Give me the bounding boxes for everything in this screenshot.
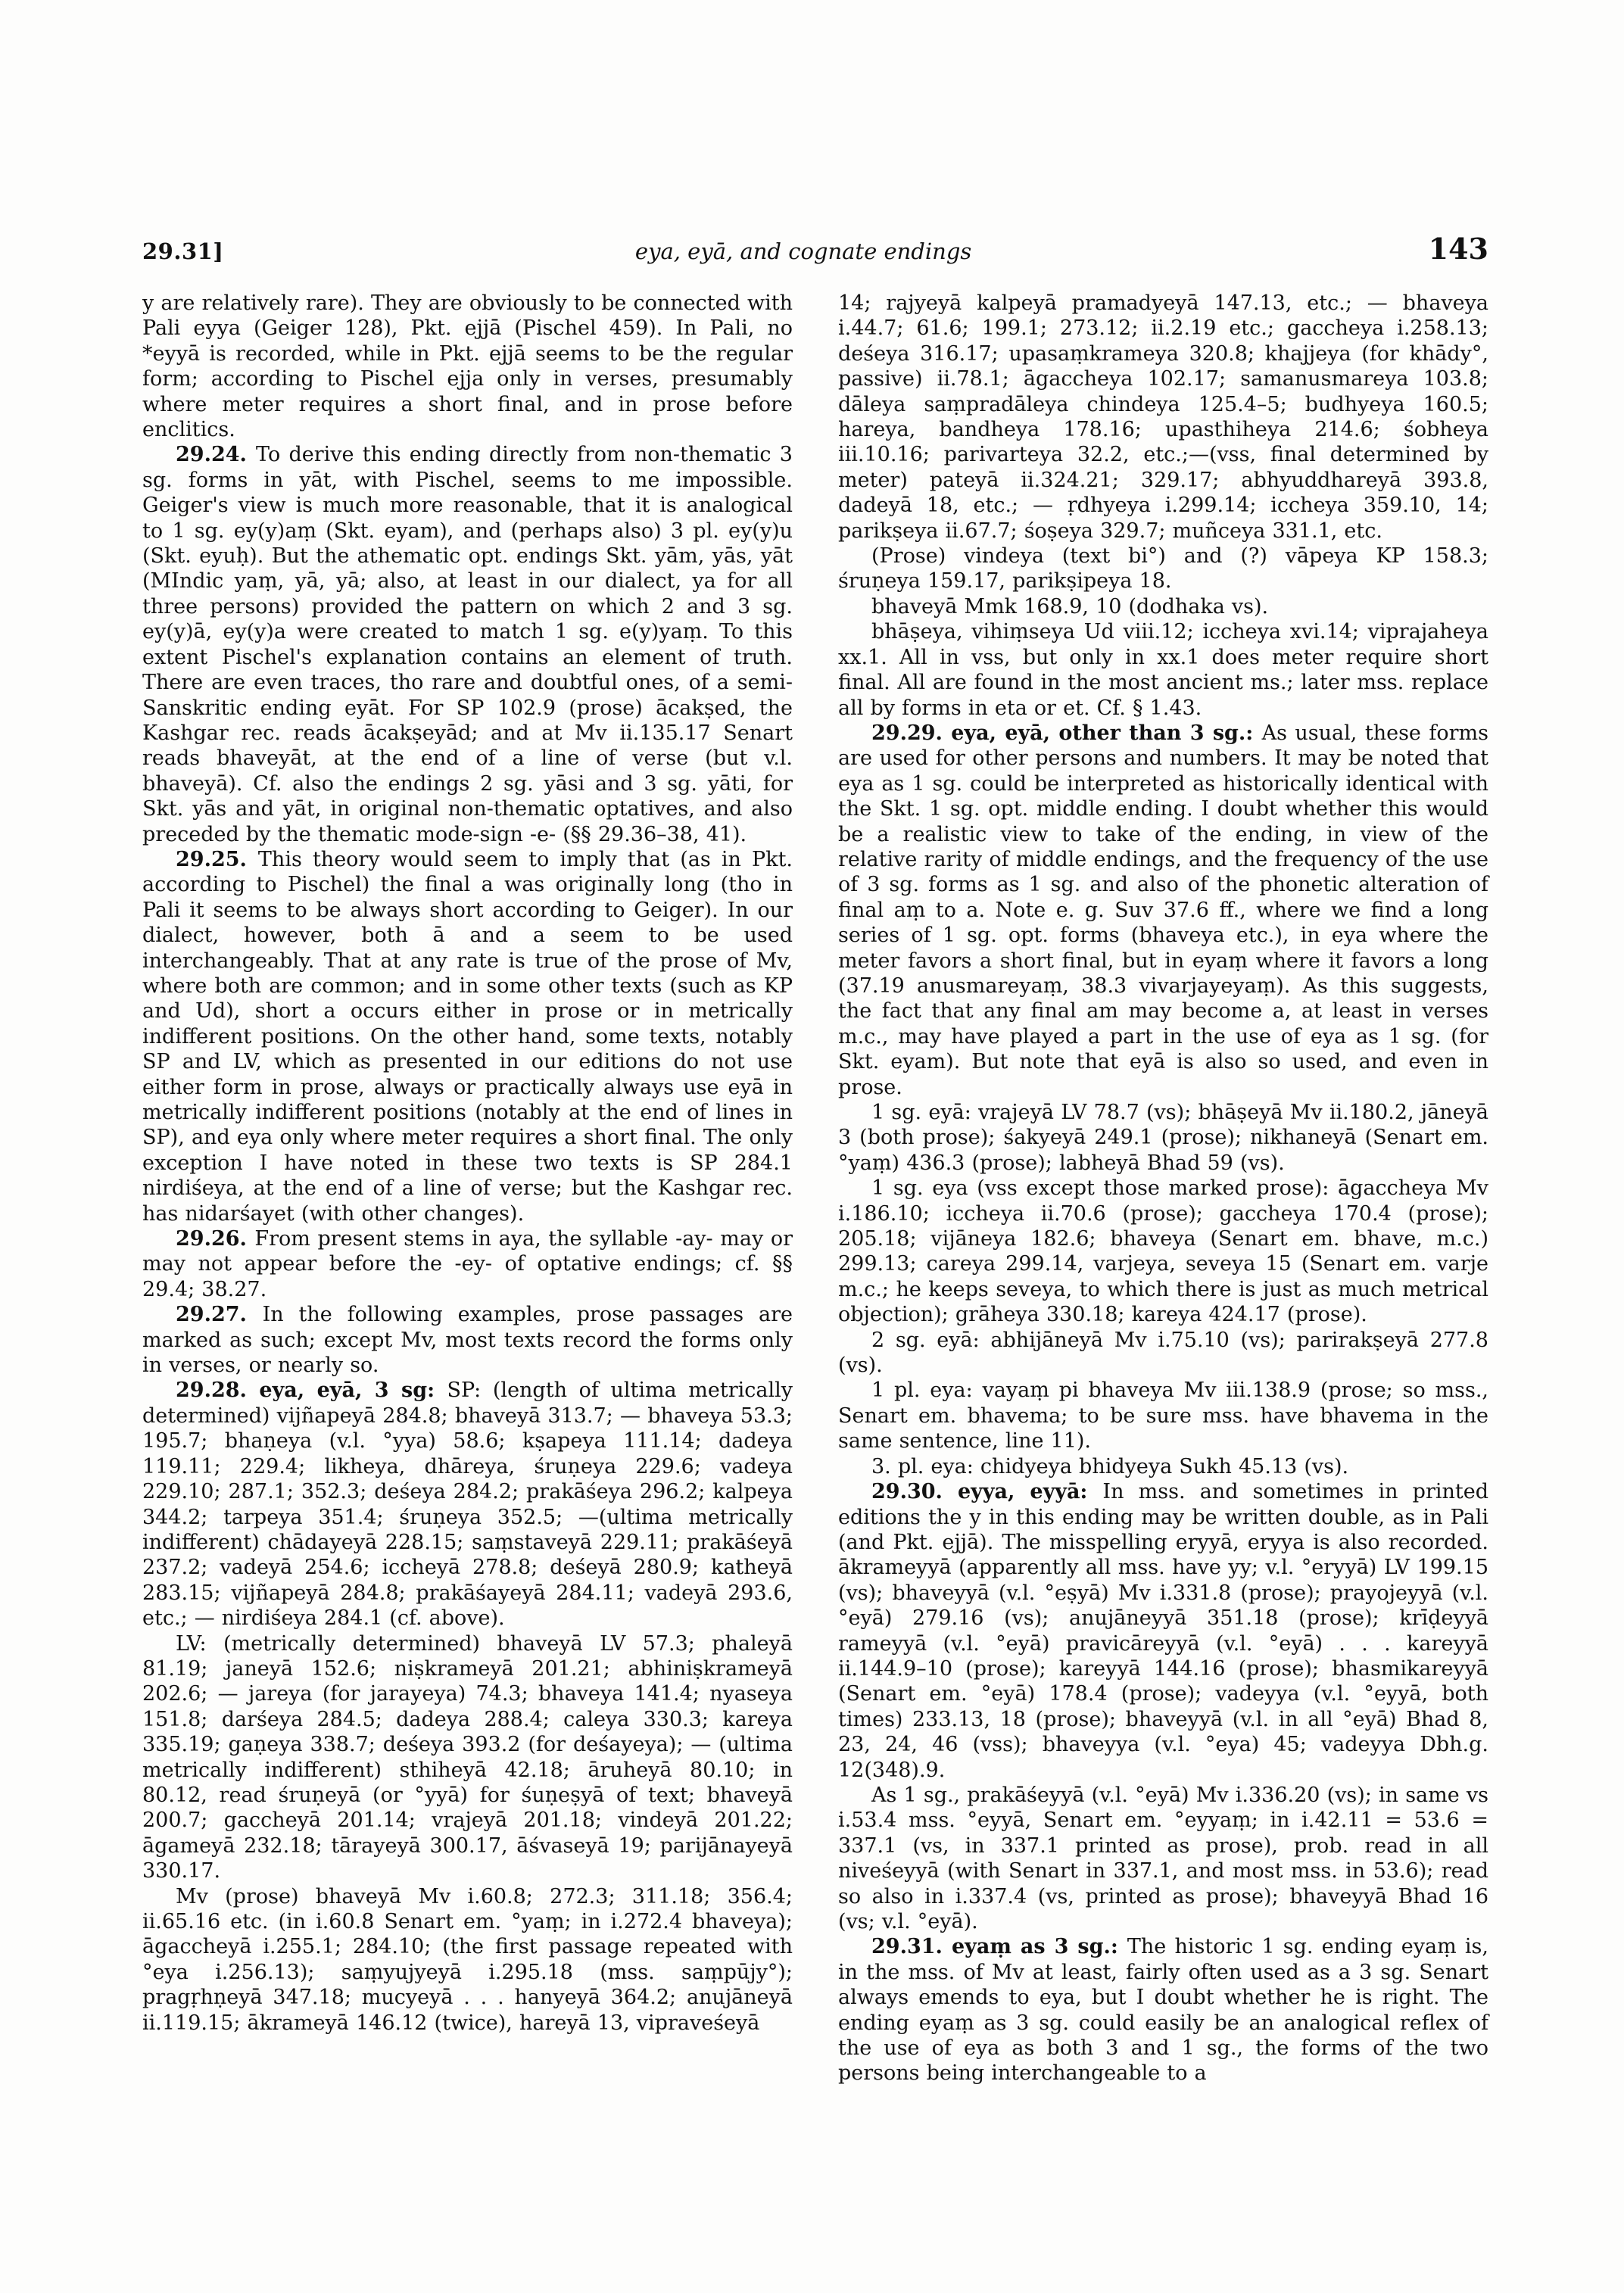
section-heading: 29.25. xyxy=(176,847,258,871)
section-heading: 29.24. xyxy=(176,443,257,467)
section-marker: 29.31] xyxy=(142,238,224,264)
paragraph: 1 sg. eyā: vrajeyā LV 78.7 (vs); bhāṣeyā Mv ii.180.2, jāneyā 3 (both prose); śakyeyā 249.1 (prose); nikhaneyā (Senart em. °yaṃ) 436.3 (prose); labheyā Bhad 59 (vs). xyxy=(838,1101,1488,1175)
paragraph: 29.31. eyaṃ as 3 sg.: The historic 1 sg. ending eyaṃ is, in the mss. of Mv at least, fairly often used as a 3 sg. Senart always emends to eya, but I doubt whether he is right. The ending eyaṃ as 3 sg. could easily be an analogical reflex of the use of eya as both 3 and 1 sg., the forms of the two persons being interchangeable to a xyxy=(838,1935,1488,2086)
paragraph: 29.25. This theory would seem to imply that (as in Pkt. according to Pischel) the final a was originally long (tho in Pali it seems to be always short according to Geiger). In our dialect, however, both ā and a seem to be used interchangeably. That at any rate is true of the prose of Mv, where both are common; and in some other texts (such as KP and Ud), short a occurs either in prose or in metrically indifferent positions. On the other hand, some texts, notably SP and LV, which as presented in our editions do not use either form in prose, always or practically always use eyā in metrically indifferent positions (notably at the end of lines in SP), and eya only where meter requires a short final. The only exception I have noted in these two texts is SP 284.1 nirdiśeya, at the end of a line of verse; but the Kashgar rec. has nidarśayet (with other changes). xyxy=(142,847,793,1226)
section-heading: 29.31. eyaṃ as 3 sg.: xyxy=(871,1935,1127,1959)
paragraph: 29.29. eya, eyā, other than 3 sg.: As usual, these forms are used for other persons and numbers. It may be noted that eya as 1 sg. could be interpreted as historically identical with the Skt. 1 sg. opt. middle ending. I doubt whether this would be a realistic view to take of the ending, in view of the relative rarity of middle endings, and the frequency of the use of 3 sg. forms as 1 sg. and also of the phonetic alteration of final aṃ to a. Note e. g. Suv 37.6 ff., where we find a long series of 1 sg. opt. forms (bhaveya etc.), in eya where the meter favors a short final, but in eyaṃ where it favors a long (37.19 anusmareyaṃ, 38.3 vivarjayeyaṃ). As this suggests, the fact that any final am may become a, at least in verses m.c., may have played a part in the use of eya as 1 sg. (for Skt. eyam). But note that eyā is also so used, and even in prose. xyxy=(838,721,1489,1099)
text-block xyxy=(142,291,1488,2086)
section-heading: 29.26. xyxy=(176,1227,255,1251)
paragraph: 1 pl. eya: vayaṃ pi bhaveya Mv iii.138.9 (prose; so mss., Senart em. bhavema; to be sure mss. have bhavema in the same sentence, line 11). xyxy=(838,1379,1488,1453)
paragraph: Mv (prose) bhaveyā Mv i.60.8; 272.3; 311.18; 356.4; ii.65.16 etc. (in i.60.8 Senart em. °yaṃ; in i.272.4 bhaveya); āgaccheyā i.255.1; 284.10; (the first passage repeated with °eya i.256.13); saṃyujyeyā i.295.18 (mss. saṃpūjy°); pragṛhṇeyā 347.18; mucyeyā . . . hanyeyā 364.2; anujāneyā ii.119.15; ākrameyā 146.12 (twice), hareyā 13, vipraveśeyā xyxy=(142,1884,793,2035)
section-heading: 29.30. eyya, eyyā: xyxy=(871,1480,1103,1504)
right-column xyxy=(838,291,1488,2086)
paragraph: As 1 sg., prakāśeyyā (v.l. °eyā) Mv i.336.20 (vs); in same vs i.53.4 mss. °eyyā, Senart em. °eyyaṃ; in i.42.11 = 53.6 = 337.1 (vs, in 337.1 printed as prose), prob. read in all niveśeyyā (with Senart in 337.1, and most mss. in 53.6); read so also in i.337.4 (vs, printed as prose); bhaveyyā Bhad 16 (vs; v.l. °eyā). xyxy=(838,1783,1488,1933)
paragraph: 2 sg. eyā: abhijāneyā Mv i.75.10 (vs); parirakṣeyā 277.8 (vs). xyxy=(838,1328,1488,1378)
section-heading: 29.27. xyxy=(176,1303,263,1327)
paragraph: y are relatively rare). They are obviously to be connected with Pali eyya (Geiger 128), Pkt. ejjā (Pischel 459). In Pali, no *eyyā is recorded, while in Pkt. ejjā seems to be the regular form; according to Pischel ejja only in verses, presumably where meter requires a short final, and in prose before enclitics. xyxy=(142,291,793,442)
paragraph: 14; rajyeyā kalpeyā pramadyeyā 147.13, etc.; — bhaveya i.44.7; 61.6; 199.1; 273.12; ii.2.19 etc.; gaccheya i.258.13; deśeya 316.17; upasaṃkrameya 320.8; khajjeya (for khādy°, passive) ii.78.1; āgaccheya 102.17; samanusmareya 103.8; dāleya saṃpradāleya chindeya 125.4–5; budhyeya 160.5; hareya, bandheya 178.16; upasthiheya 214.6; śobheya iii.10.16; parivarteya 32.2, etc.;—(vss, final determined by meter) pateyā ii.324.21; 329.17; abhyuddhareyā 393.8, dadeyā 18, etc.; — ṛdhyeya i.299.14; iccheya 359.10, 14; parikṣeya ii.67.7; śoṣeya 329.7; muñceya 331.1, etc. xyxy=(838,291,1488,543)
paragraph: 1 sg. eya (vss except those marked prose): āgaccheya Mv i.186.10; iccheya ii.70.6 (prose); gaccheya 170.4 (prose); 205.18; vijāneya 182.6; bhaveya (Senart em. bhave, m.c.) 299.13; careya 299.14, varjeya, seveya 15 (Senart em. varje m.c.; he keeps seveya, to which there is just as much metrical objection); grāheya 330.18; kareya 424.17 (prose). xyxy=(838,1176,1488,1327)
paragraph: 29.28. eya, eyā, 3 sg: SP: (length of ultima metrically determined) vijñapeyā 284.8; bhaveyā 313.7; — bhaveya 53.3; 195.7; bhaṇeya (v.l. °yya) 58.6; kṣapeya 111.14; dadeya 119.11; 229.4; likheya, dhāreya, śruṇeya 229.6; vadeya 229.10; 287.1; 352.3; deśeya 284.2; prakāśeya 296.2; kalpeya 344.2; tarpeya 351.4; śruṇeya 352.5; —(ultima metrically indifferent) chādayeyā 228.15; saṃstaveyā 229.11; prakāśeyā 237.2; vadeyā 254.6; iccheyā 278.8; deśeyā 280.9; katheyā 283.15; vijñapeyā 284.8; prakāśayeyā 284.11; vadeyā 293.6, etc.; — nirdiśeya 284.1 (cf. above). xyxy=(142,1379,793,1631)
paragraph: 29.24. To derive this ending directly from non-thematic 3 sg. forms in yāt, with Pischel, seems to me impossible. Geiger's view is much more reasonable, that it is analogical to 1 sg. ey(y)aṃ (Skt. eyam), and (perhaps also) 3 pl. ey(y)u (Skt. eyuḥ). But the athematic opt. endings Skt. yām, yās, yāt (MIndic yaṃ, yā, yā; also, at least in our dialect, ya for all three persons) provided the pattern on which 2 and 3 sg. ey(y)ā, ey(y)a were created to match 1 sg. e(y)yaṃ. To this extent Pischel's explanation contains an element of truth. There are even traces, tho rare and doubtful ones, of a semi-Sanskritic ending eyāt. For SP 102.9 (prose) ācakṣed, the Kashgar rec. reads ācakṣeyād; and at Mv ii.135.17 Senart reads bhaveyāt, at the end of a line of verse (but v.l. bhaveyā). Cf. also the endings 2 sg. yāsi and 3 sg. yāti, for Skt. yās and yāt, in original non-thematic optatives, and also preceded by the thematic mode-sign -e- (§§ 29.36–38, 41). xyxy=(142,443,793,846)
paragraph: 29.30. eyya, eyyā: In mss. and sometimes in printed editions the y in this ending may be written double, as in Pali (and Pkt. ejjā). The misspelling eryyā, eryya is also recorded. ākrameyyā (apparently all mss. have yy; v.l. °eryyā) LV 199.15 (vs); bhaveyyā (v.l. °eṣyā) Mv i.331.8 (prose); prayojeyyā (v.l. °eyā) 279.16 (vs); anujāneyyā 351.18 (prose); krīḍeyyā rameyyā (v.l. °eyā) pravicāreyyā (v.l. °eyā) . . . kareyyā ii.144.9–10 (prose); kareyyā 144.16 (prose); bhasmikareyyā (Senart em. °eyā) 178.4 (prose); vadeyya (v.l. °eyyā, both times) 233.13, 18 (prose); bhaveyyā (v.l. in all °eyā) Bhad 8, 23, 24, 46 (vss); bhaveyya (v.l. °eya) 45; vadeyya Dbh.g. 12(348).9. xyxy=(838,1480,1488,1782)
paragraph: bhāṣeya, vihiṃseya Ud viii.12; iccheya xvi.14; viprajaheya xx.1. All in vss, but only in xx.1 does meter require short final. All are found in the most ancient ms.; later mss. replace all by forms in eta or et. Cf. § 1.43. xyxy=(838,620,1488,720)
paragraph: 29.26. From present stems in aya, the syllable -ay- may or may not appear before the -ey- of optative endings; cf. §§ 29.4; 38.27. xyxy=(142,1227,793,1301)
left-column xyxy=(142,291,793,2086)
running-head xyxy=(142,232,1488,266)
paragraph: bhaveyā Mmk 168.9, 10 (dodhaka vs). xyxy=(871,594,1269,618)
paragraph: 29.27. In the following examples, prose passages are marked as such; except Mv, most texts record the forms only in verses, or nearly so. xyxy=(142,1303,793,1378)
section-heading: 29.28. eya, eyā, 3 sg: xyxy=(176,1379,447,1403)
page-number: 143 xyxy=(1428,232,1488,266)
paragraph: (Prose) vindeya (text bi°) and (?) vāpeya KP 158.3; śruṇeya 159.17, parikṣipeya 18. xyxy=(838,544,1488,594)
paragraph: LV: (metrically determined) bhaveyā LV 57.3; phaleyā 81.19; janeyā 152.6; niṣkrameyā 201.21; abhiniṣkrameyā 202.6; — jareya (for jarayeya) 74.3; bhaveya 141.4; nyaseya 151.8; darśeya 284.5; dadeya 288.4; caleya 330.3; kareya 335.19; gaṇeya 338.7; deśeya 393.2 (for deśayeya); — (ultima metrically indifferent) sthiheyā 42.18; āruheyā 80.10; in 80.12, read śruṇeyā (or °yyā) for śuṇeṣyā of text; bhaveyā 200.7; gaccheyā 201.14; vrajeyā 201.18; vindeyā 201.22; āgameyā 232.18; tārayeyā 300.17, āśvaseyā 19; parijānayeyā 330.17. xyxy=(142,1631,793,1883)
section-heading: 29.29. eya, eyā, other than 3 sg.: xyxy=(871,721,1262,745)
running-title: eya, eyā, and cognate endings xyxy=(634,238,972,264)
paragraph: 3. pl. eya: chidyeya bhidyeya Sukh 45.13 (vs). xyxy=(871,1454,1349,1478)
